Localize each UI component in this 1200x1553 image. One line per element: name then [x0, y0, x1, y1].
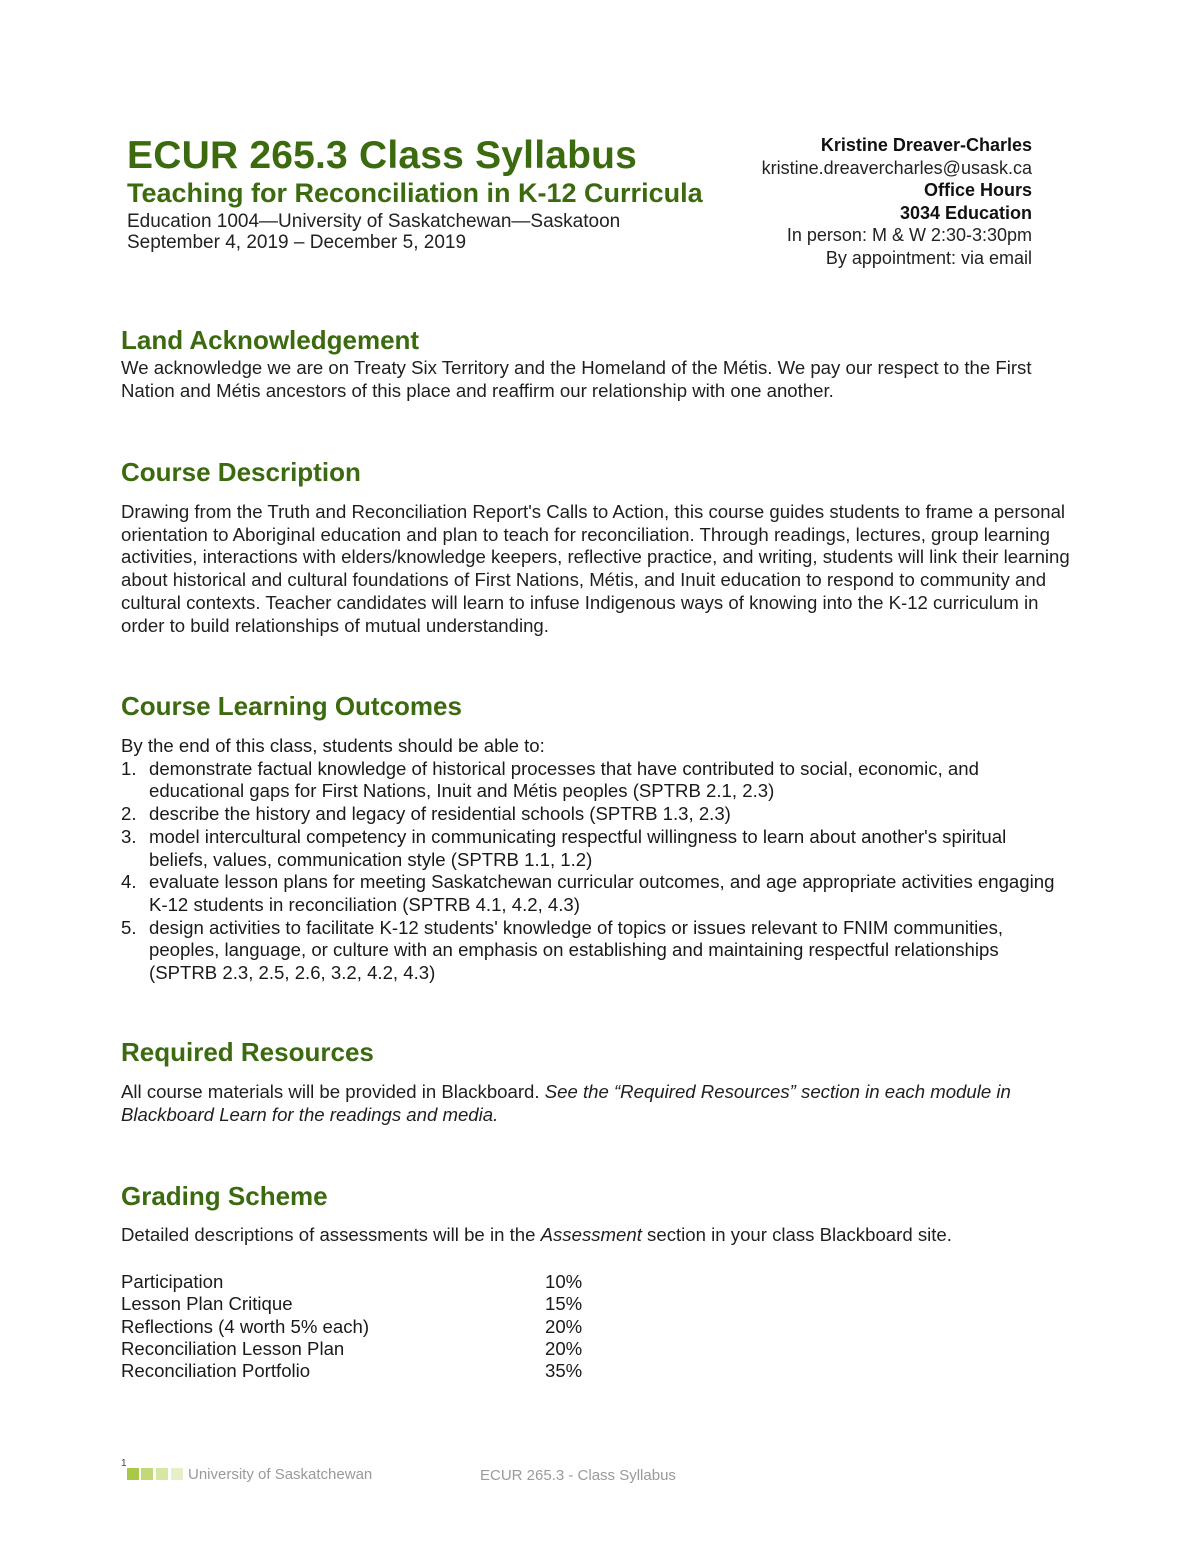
resources-text-italic: See the “Required Resources” section in each module in Blackboard Learn for the readings and media. [121, 1081, 1011, 1125]
course-location: Education 1004—University of Saskatchewan—Saskatoon [127, 211, 621, 232]
table-row [121, 1360, 582, 1382]
outcome-number: 1. [121, 757, 137, 779]
grade-item-name: Reconciliation Portfolio [121, 1360, 311, 1382]
appointment-info: By appointment: via email [825, 247, 1032, 268]
outcome-number: 3. [121, 825, 137, 847]
grading-intro-italic: Assessment [540, 1224, 642, 1245]
page-number: 1 [121, 1458, 127, 1469]
in-person-hours: In person: M & W 2:30-3:30pm [786, 225, 1032, 245]
outcome-number: 4. [121, 871, 137, 893]
land-text: We acknowledge we are on Treaty Six Territory and the Homeland of the Métis. We pay our respect to the First Nation and Métis ancestors of this place and reaffirm our relationship with one another. [121, 357, 1032, 401]
footer-course: ECUR 265.3 - Class Syllabus [480, 1467, 676, 1484]
outcome-number: 2. [121, 803, 137, 825]
grade-item-weight: 20% [545, 1315, 583, 1337]
table-row [121, 1316, 582, 1338]
office-location: 3034 Education [899, 202, 1032, 223]
list-item [121, 871, 1061, 916]
grading-intro [121, 1224, 1071, 1247]
list-item [121, 917, 1061, 985]
grade-item-name: Reconciliation Lesson Plan [121, 1337, 345, 1359]
footer-square-icon [171, 1468, 183, 1480]
grade-item-weight: 35% [545, 1360, 583, 1382]
grade-item-weight: 15% [545, 1293, 583, 1315]
grade-item-weight: 10% [545, 1271, 583, 1292]
footer-university: University of Saskatchewan [188, 1466, 373, 1483]
outcome-text: evaluate lesson plans for meeting Saskatchewan curricular outcomes, and age appropriate activities engaging K-12 students in reconciliation (SPTRB 4.1, 4.2, 4.3) [149, 871, 1055, 915]
grade-item-name: Reflections (4 worth 5% each) [121, 1315, 370, 1337]
grading-table [121, 1271, 582, 1382]
table-row [121, 1338, 582, 1360]
office-hours-label: Office Hours [923, 180, 1032, 200]
resources-text [121, 1081, 1071, 1126]
grading-intro-before: Detailed descriptions of assessments will be in the [121, 1224, 541, 1245]
list-item [121, 758, 1061, 803]
list-item [121, 803, 1061, 826]
description-heading: Course Description [121, 457, 361, 487]
description-text: Drawing from the Truth and Reconciliation Report's Calls to Action, this course guides students to frame a personal orientation to Aboriginal education and plan to teach for reconciliation. Through readings, lectures, group learning activities, interactions with elders/knowledge keepers, reflective practice, and writing, students will link their learning about historical and cultural foundations of First Nations, Métis, and Inuit education to respond to community and cultural contexts. Teacher candidates will learn to infuse Indigenous ways of knowing into the K-12 curriculum in order to build relationships of mutual understanding. [121, 501, 1070, 636]
resources-text-plain: All course materials will be provided in Blackboard. [121, 1081, 545, 1102]
page-title: ECUR 265.3 Class Syllabus [127, 134, 638, 177]
outcome-text: design activities to facilitate K-12 students' knowledge of topics or issues relevant to FNIM communities, peoples, language, or culture with an emphasis on establishing and maintaining respectful relationships (SPTRB 2.3, 2.5, 2.6, 3.2, 4.2, 4.3) [149, 916, 1004, 984]
page-subtitle: Teaching for Reconciliation in K-12 Curricula [127, 178, 703, 208]
table-row [121, 1271, 582, 1293]
outcome-text: describe the history and legacy of residential schools (SPTRB 1.3, 2.3) [149, 803, 731, 825]
contact-block [762, 134, 1032, 269]
outcome-text: model intercultural competency in communicating respectful willingness to learn about another's spiritual beliefs, values, communication style (SPTRB 1.1, 1.2) [149, 825, 1007, 870]
outcomes-list [121, 735, 1061, 985]
course-dates: September 4, 2019 – December 5, 2019 [127, 232, 467, 253]
grade-item-weight: 20% [545, 1337, 583, 1359]
footer-square-icon [156, 1468, 168, 1480]
footer-square-icon [127, 1468, 139, 1480]
outcome-number: 5. [121, 916, 137, 938]
footer-square-icon [141, 1468, 153, 1480]
grading-intro-after: section in your class Blackboard site. [641, 1224, 952, 1245]
resources-heading: Required Resources [121, 1037, 374, 1067]
outcomes-heading: Course Learning Outcomes [121, 691, 462, 721]
outcomes-intro: By the end of this class, students should be able to: [121, 735, 545, 756]
outcome-text: demonstrate factual knowledge of historical processes that have contributed to social, economic, and educational gaps for First Nations, Inuit and Métis peoples (SPTRB 2.1, 2.3) [149, 757, 979, 802]
grading-heading: Grading Scheme [121, 1181, 328, 1211]
table-row [121, 1293, 582, 1315]
land-heading: Land Acknowledgement [121, 325, 420, 355]
grade-item-name: Participation [121, 1271, 224, 1292]
instructor-name: Kristine Dreaver-Charles [820, 135, 1032, 155]
instructor-email[interactable]: kristine.dreavercharles@usask.ca [761, 157, 1032, 178]
grade-item-name: Lesson Plan Critique [121, 1293, 293, 1315]
list-item [121, 826, 1061, 871]
